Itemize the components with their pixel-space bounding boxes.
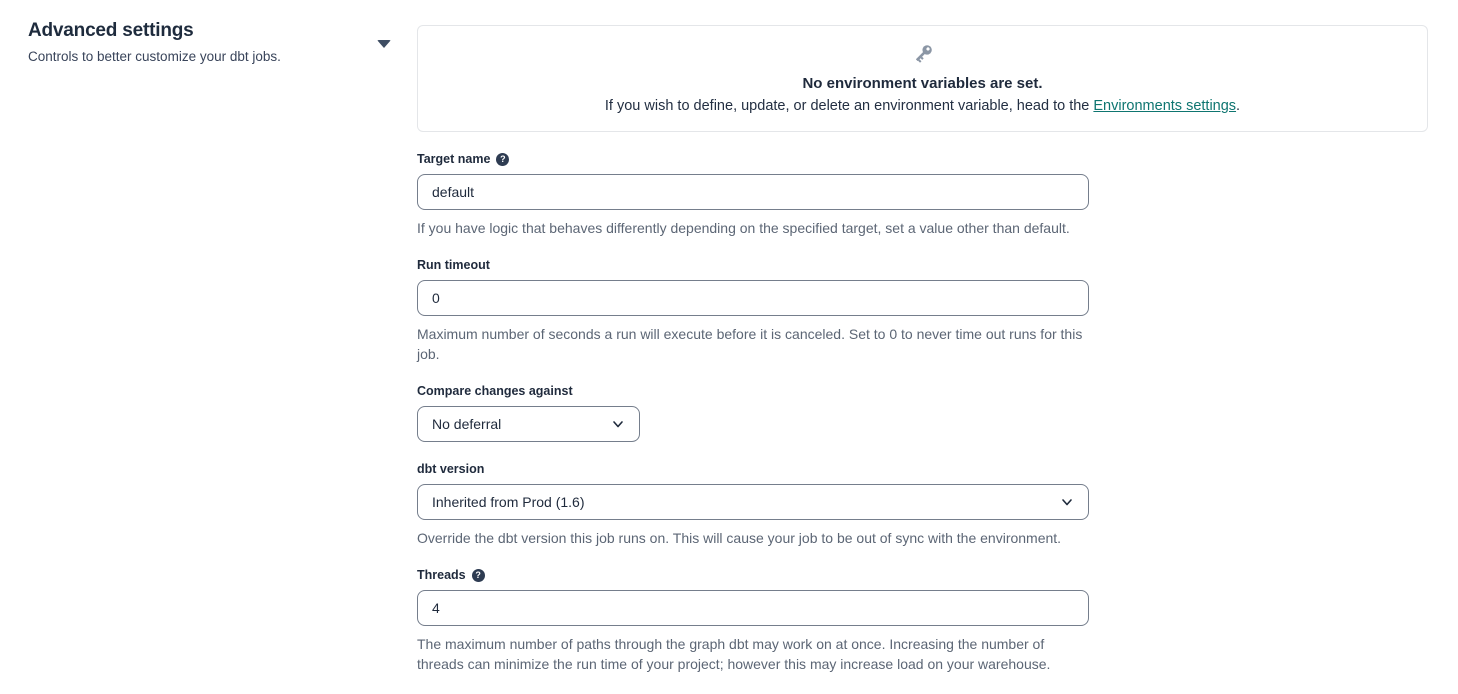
run-timeout-helper: Maximum number of seconds a run will execute before it is canceled. Set to 0 to never time out runs for this job. bbox=[417, 326, 1083, 362]
env-variables-empty-state bbox=[417, 25, 1428, 132]
field-compare-changes bbox=[417, 384, 1089, 442]
dbt-version-selected-value: Inherited from Prod (1.6) bbox=[432, 494, 585, 510]
env-empty-title: No environment variables are set. bbox=[802, 75, 1043, 92]
compare-changes-select[interactable] bbox=[417, 406, 640, 442]
threads-helper: The maximum number of paths through the graph dbt may work on at once. Increasing the number of threads can minimize the run time of your project; however this may increase load on your warehouse. bbox=[417, 636, 1051, 672]
field-run-timeout bbox=[417, 258, 1089, 364]
chevron-down-icon bbox=[611, 417, 625, 431]
field-target-name bbox=[417, 152, 1089, 238]
target-name-label bbox=[417, 152, 1089, 166]
advanced-settings-form bbox=[417, 152, 1089, 674]
compare-changes-label-text: Compare changes against bbox=[417, 384, 573, 398]
threads-label bbox=[417, 568, 1089, 582]
collapse-caret-icon[interactable] bbox=[377, 40, 391, 48]
threads-label-text: Threads bbox=[417, 568, 466, 582]
run-timeout-label bbox=[417, 258, 1089, 272]
settings-main bbox=[417, 25, 1428, 694]
run-timeout-label-text: Run timeout bbox=[417, 258, 490, 272]
help-icon[interactable]: ? bbox=[496, 153, 509, 166]
env-message-suffix: . bbox=[1236, 98, 1241, 114]
key-icon bbox=[911, 42, 935, 66]
dbt-version-select[interactable] bbox=[417, 484, 1089, 520]
env-message-prefix: If you wish to define, update, or delete an environment variable, head to the bbox=[604, 98, 1094, 114]
target-name-input[interactable] bbox=[417, 174, 1089, 210]
dbt-version-label bbox=[417, 462, 1089, 476]
dbt-version-label-text: dbt version bbox=[417, 462, 485, 476]
compare-changes-label bbox=[417, 384, 1089, 398]
page-title: Advanced settings bbox=[28, 20, 194, 41]
run-timeout-input[interactable] bbox=[417, 280, 1089, 316]
dbt-version-helper: Override the dbt version this job runs on. This will cause your job to be out of sync with the environment. bbox=[417, 530, 1062, 546]
field-dbt-version bbox=[417, 462, 1089, 548]
env-empty-message bbox=[418, 98, 1427, 114]
section-header bbox=[28, 20, 398, 64]
compare-changes-selected-value: No deferral bbox=[432, 416, 502, 432]
help-icon[interactable]: ? bbox=[472, 569, 485, 582]
chevron-down-icon bbox=[1060, 495, 1074, 509]
threads-input[interactable] bbox=[417, 590, 1089, 626]
environments-settings-link[interactable]: Environments settings bbox=[1093, 98, 1237, 114]
page-subtitle: Controls to better customize your dbt jobs. bbox=[28, 49, 281, 64]
field-threads bbox=[417, 568, 1089, 674]
target-name-helper: If you have logic that behaves differently depending on the specified target, set a value other than default. bbox=[417, 220, 1070, 236]
target-name-label-text: Target name bbox=[417, 152, 491, 166]
